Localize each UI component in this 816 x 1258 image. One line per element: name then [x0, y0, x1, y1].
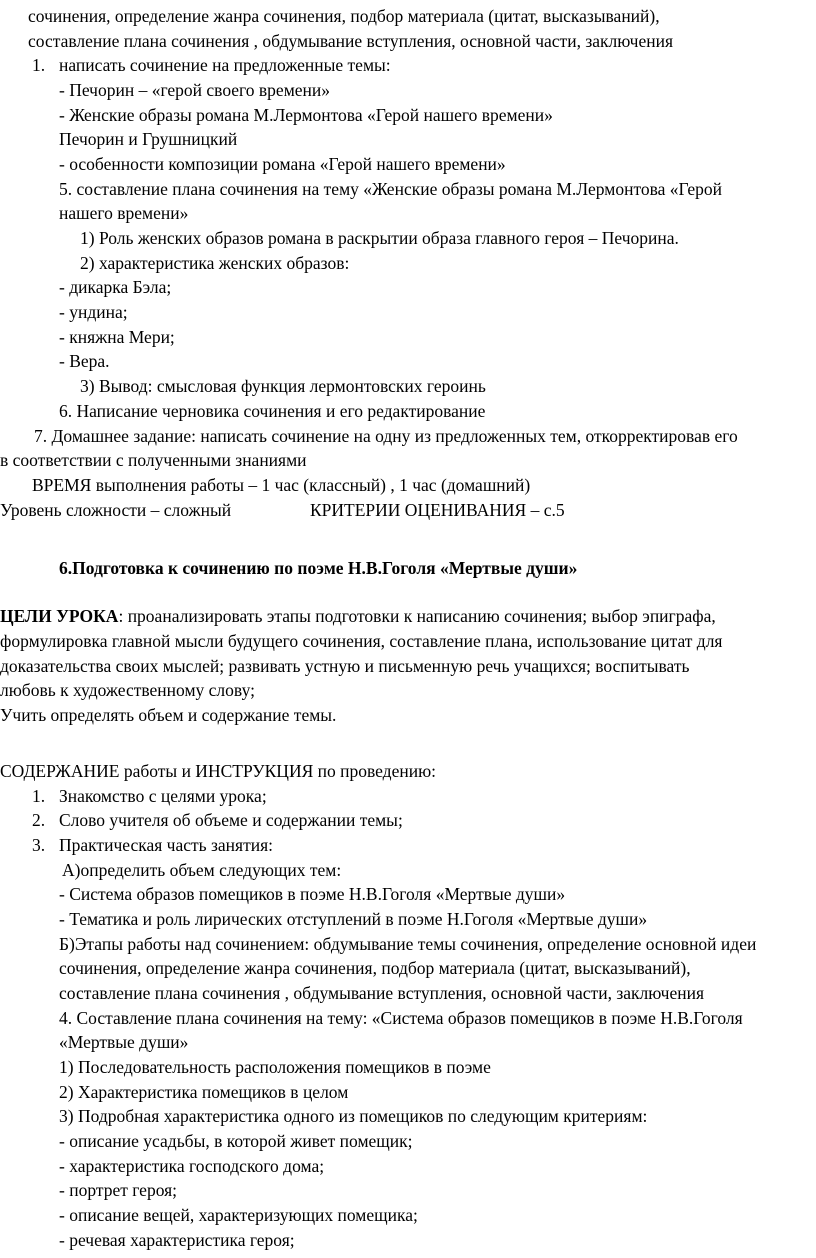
- goals-line: любовь к художественному слову;: [0, 680, 255, 700]
- text-line: сочинения, определение жанра сочинения, подбор материала (цитат, высказываний),: [28, 6, 660, 26]
- plan-point: 1) Последовательность расположения помещиков в поэме: [59, 1057, 491, 1077]
- list-number: 1.: [32, 786, 46, 806]
- heroine-item: - ундина;: [59, 302, 128, 322]
- list-text: Знакомство с целями урока;: [59, 786, 267, 806]
- section-title: 6.Подготовка к сочинению по поэме Н.В.Гоголя «Мертвые души»: [59, 558, 578, 578]
- text-line: 4. Составление плана сочинения на тему: «Система образов помещиков в поэме Н.В.Гоголя: [59, 1008, 743, 1028]
- goals-line: [0, 604, 716, 628]
- plan-point: 1) Роль женских образов романа в раскрытии образа главного героя – Печорина.: [80, 228, 679, 248]
- content-heading: СОДЕРЖАНИЕ работы и ИНСТРУКЦИЯ по проведению:: [0, 761, 437, 781]
- text-line: составление плана сочинения , обдумывание вступления, основной части, заключения: [28, 31, 673, 51]
- criteria-line: КРИТЕРИИ ОЦЕНИВАНИЯ – с.5: [310, 500, 565, 520]
- plan-point: 2) характеристика женских образов:: [80, 253, 350, 273]
- time-line: ВРЕМЯ выполнения работы – 1 час (классный) , 1 час (домашний): [32, 475, 531, 495]
- list-item: [32, 833, 273, 857]
- text-line: нашего времени»: [59, 203, 189, 223]
- topic-line: - Печорин – «герой своего времени»: [59, 80, 331, 100]
- list-item: [32, 784, 267, 808]
- topic-line: - Система образов помещиков в поэме Н.В.Гоголя «Мертвые души»: [59, 884, 566, 904]
- difficulty-line: Уровень сложности – сложный: [0, 500, 232, 520]
- text-line: 5. составление плана сочинения на тему «Женские образы романа М.Лермонтова «Герой: [59, 179, 722, 199]
- plan-point: 2) Характеристика помещиков в целом: [59, 1082, 349, 1102]
- criterion-item: - характеристика господского дома;: [59, 1156, 325, 1176]
- criterion-item: - портрет героя;: [59, 1180, 178, 1200]
- heroine-item: - княжна Мери;: [59, 327, 175, 347]
- criterion-item: - речевая характеристика героя;: [59, 1230, 295, 1250]
- heroine-item: - Вера.: [59, 351, 110, 371]
- list-item: [32, 808, 403, 832]
- plan-point: 3) Вывод: смысловая функция лермонтовских героинь: [80, 376, 486, 396]
- criterion-item: - описание усадьбы, в которой живет помещик;: [59, 1131, 413, 1151]
- list-number: 2.: [32, 810, 46, 830]
- list-number: 3.: [32, 835, 46, 855]
- list-text: написать сочинение на предложенные темы:: [59, 55, 391, 75]
- text-line: «Мертвые души»: [59, 1032, 189, 1052]
- goals-line: доказательства своих мыслей; развивать устную и письменную речь учащихся; воспитывать: [0, 656, 690, 676]
- goals-line: формулировка главной мысли будущего сочинения, составление плана, использование цитат для: [0, 631, 723, 651]
- topic-line: - особенности композиции романа «Герой нашего времени»: [59, 154, 506, 174]
- text-line: сочинения, определение жанра сочинения, подбор материала (цитат, высказываний),: [59, 958, 691, 978]
- list-number: 1.: [32, 55, 46, 75]
- goals-line: Учить определять объем и содержание темы.: [0, 705, 337, 725]
- topic-line: - Женские образы романа М.Лермонтова «Герой нашего времени»: [59, 105, 553, 125]
- topic-line: - Тематика и роль лирических отступлений в поэме Н.Гоголя «Мертвые души»: [59, 909, 648, 929]
- topic-line: Печорин и Грушницкий: [59, 129, 238, 149]
- list-text: Слово учителя об объеме и содержании темы;: [59, 810, 403, 830]
- text-line: Б)Этапы работы над сочинением: обдумывание темы сочинения, определение основной идеи: [59, 934, 757, 954]
- list-item: [32, 53, 391, 77]
- homework-line: в соответствии с полученными знаниями: [0, 450, 307, 470]
- part-heading: А)определить объем следующих тем:: [62, 860, 342, 880]
- list-text: Практическая часть занятия:: [59, 835, 273, 855]
- heroine-item: - дикарка Бэла;: [59, 277, 172, 297]
- homework-line: 7. Домашнее задание: написать сочинение на одну из предложенных тем, откорректировав его: [34, 426, 738, 446]
- criterion-item: - описание вещей, характеризующих помещика;: [59, 1205, 418, 1225]
- plan-point: 3) Подробная характеристика одного из помещиков по следующим критериям:: [59, 1106, 648, 1126]
- goals-label: ЦЕЛИ УРОКА: [0, 606, 119, 626]
- text-line: 6. Написание черновика сочинения и его редактирование: [59, 401, 486, 421]
- text-line: составление плана сочинения , обдумывание вступления, основной части, заключения: [59, 983, 704, 1003]
- goals-text: : проанализировать этапы подготовки к написанию сочинения; выбор эпиграфа,: [118, 606, 716, 626]
